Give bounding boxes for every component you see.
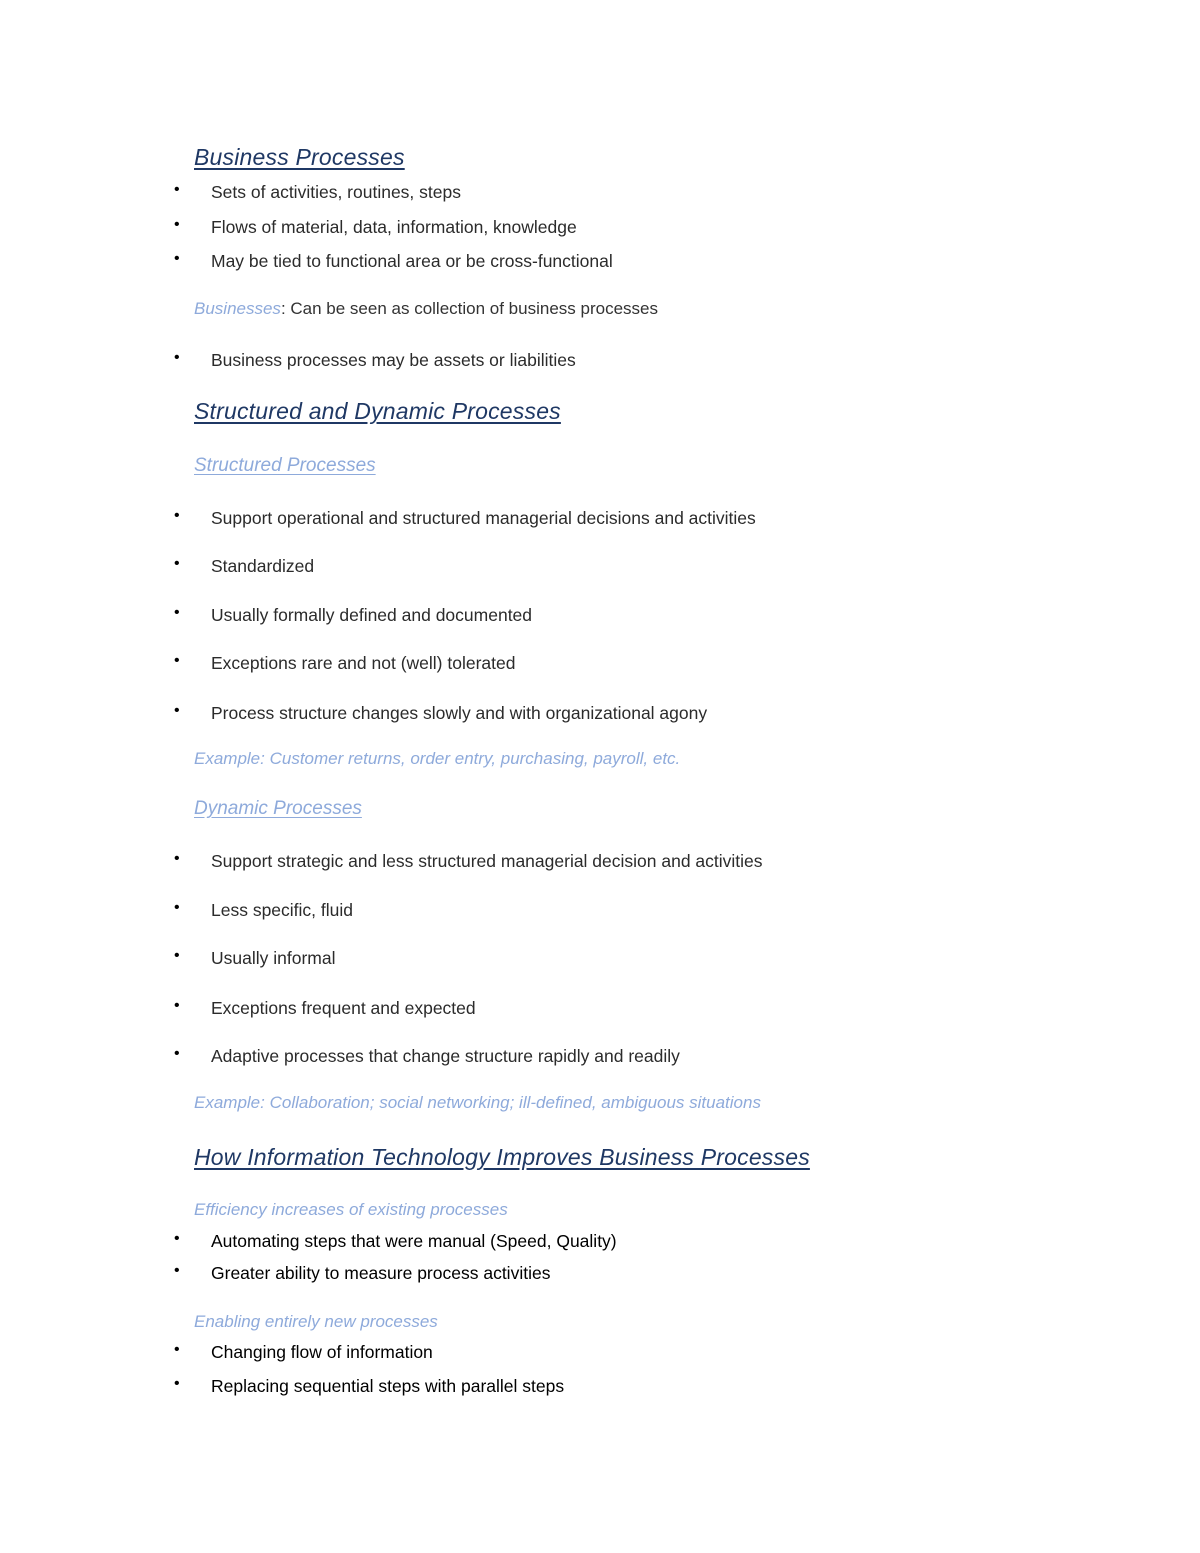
list-item-text: Business processes may be assets or liabilities [211,350,576,370]
bullet-icon: • [174,1045,180,1062]
list-item-text: Support strategic and less structured managerial decision and activities [211,851,763,871]
bullet-icon: • [174,652,180,669]
note-text: : Can be seen as collection of business processes [280,299,658,318]
bullet-icon: • [174,181,180,198]
list-item-text: May be tied to functional area or be cross-functional [211,251,613,271]
heading-structured-processes: Structured Processes [194,455,376,476]
bullet-icon: • [174,555,180,572]
list-item-text: Greater ability to measure process activities [211,1263,551,1283]
bullet-icon: • [174,1230,180,1247]
list-item-text: Sets of activities, routines, steps [211,182,461,202]
list-item-text: Automating steps that were manual (Speed, Quality) [211,1231,617,1251]
heading-it-improves: How Information Technology Improves Business Processes [194,1144,810,1170]
heading-efficiency: Efficiency increases of existing processes [194,1200,508,1219]
bullet-icon: • [174,604,180,621]
bullet-icon: • [174,850,180,867]
list-item-text: Support operational and structured managerial decisions and activities [211,508,756,528]
bullet-icon: • [174,349,180,366]
bullet-icon: • [174,507,180,524]
bullet-icon: • [174,1262,180,1279]
bullet-icon: • [174,216,180,233]
list-item-text: Replacing sequential steps with parallel steps [211,1376,565,1396]
heading-dynamic-processes: Dynamic Processes [194,798,362,819]
list-item-text: Process structure changes slowly and with organizational agony [211,703,708,723]
bullet-icon: • [174,1375,180,1392]
list-item-text: Adaptive processes that change structure rapidly and readily [211,1046,680,1066]
bullet-icon: • [174,1341,180,1358]
list-item-text: Exceptions frequent and expected [211,998,476,1018]
bullet-icon: • [174,250,180,267]
list-item-text: Exceptions rare and not (well) tolerated [211,653,516,673]
bullet-icon: • [174,899,180,916]
note-label: Businesses [194,299,281,318]
list-item-text: Less specific, fluid [211,900,354,920]
businesses-note [194,299,658,319]
list-item-text: Standardized [211,556,315,576]
heading-business-processes: Business Processes [194,144,405,170]
list-item-text: Usually informal [211,948,336,968]
heading-structured-dynamic: Structured and Dynamic Processes [194,398,561,424]
list-item-text: Changing flow of information [211,1342,433,1362]
bullet-icon: • [174,702,180,719]
dynamic-example: Example: Collaboration; social networking; ill-defined, ambiguous situations [194,1093,761,1112]
bullet-icon: • [174,947,180,964]
bullet-icon: • [174,997,180,1014]
heading-enabling: Enabling entirely new processes [194,1312,438,1331]
structured-example: Example: Customer returns, order entry, purchasing, payroll, etc. [194,749,681,768]
list-item-text: Usually formally defined and documented [211,605,533,625]
list-item-text: Flows of material, data, information, knowledge [211,217,577,237]
